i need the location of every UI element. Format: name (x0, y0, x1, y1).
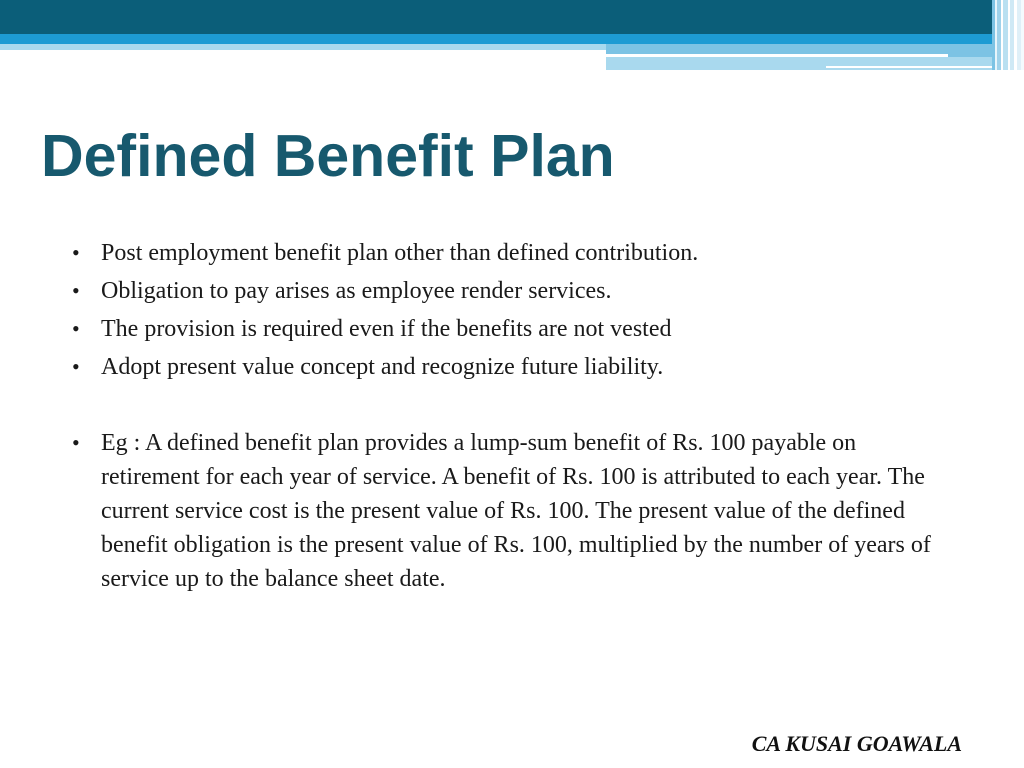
bullet-text: Post employment benefit plan other than defined contribution. (101, 240, 699, 266)
header-band-light-left (0, 44, 606, 50)
header-stripes (992, 0, 1024, 70)
example-list (72, 426, 952, 596)
bullet-text: Adopt present value concept and recognize future liability. (101, 354, 664, 380)
bullet-dot-icon: • (72, 354, 80, 379)
footer-author: CA KUSAI GOAWALA (751, 731, 962, 756)
header-band-dark (0, 0, 1024, 34)
bullet-item (72, 310, 952, 348)
header-divider-line (606, 54, 948, 57)
example-text: Eg : A defined benefit plan provides a lump-sum benefit of Rs. 100 payable on retirement for each year of service. A benefit of Rs. 100 is attributed to each year. The current service cost is the present value of Rs. 100. The present value of the defined benefit obligation is the present value of Rs. 100, multiplied by the number of years of service up to the balance sheet date. (101, 430, 931, 592)
slide-title: Defined Benefit Plan (41, 123, 615, 189)
bullet-dot-icon: • (72, 278, 80, 303)
bullet-dot-icon: • (72, 240, 80, 265)
header-band-mid (0, 34, 1024, 44)
bullet-item (72, 348, 952, 386)
bullet-text: Obligation to pay arises as employee render services. (101, 278, 612, 304)
bullet-list (72, 234, 952, 386)
bullet-dot-icon: • (72, 430, 80, 455)
bullet-text: The provision is required even if the benefits are not vested (101, 316, 672, 342)
bullet-item (72, 272, 952, 310)
example-item (72, 426, 952, 596)
bullet-dot-icon: • (72, 316, 80, 341)
bullet-item (72, 234, 952, 272)
header-band-pale (606, 57, 1024, 70)
